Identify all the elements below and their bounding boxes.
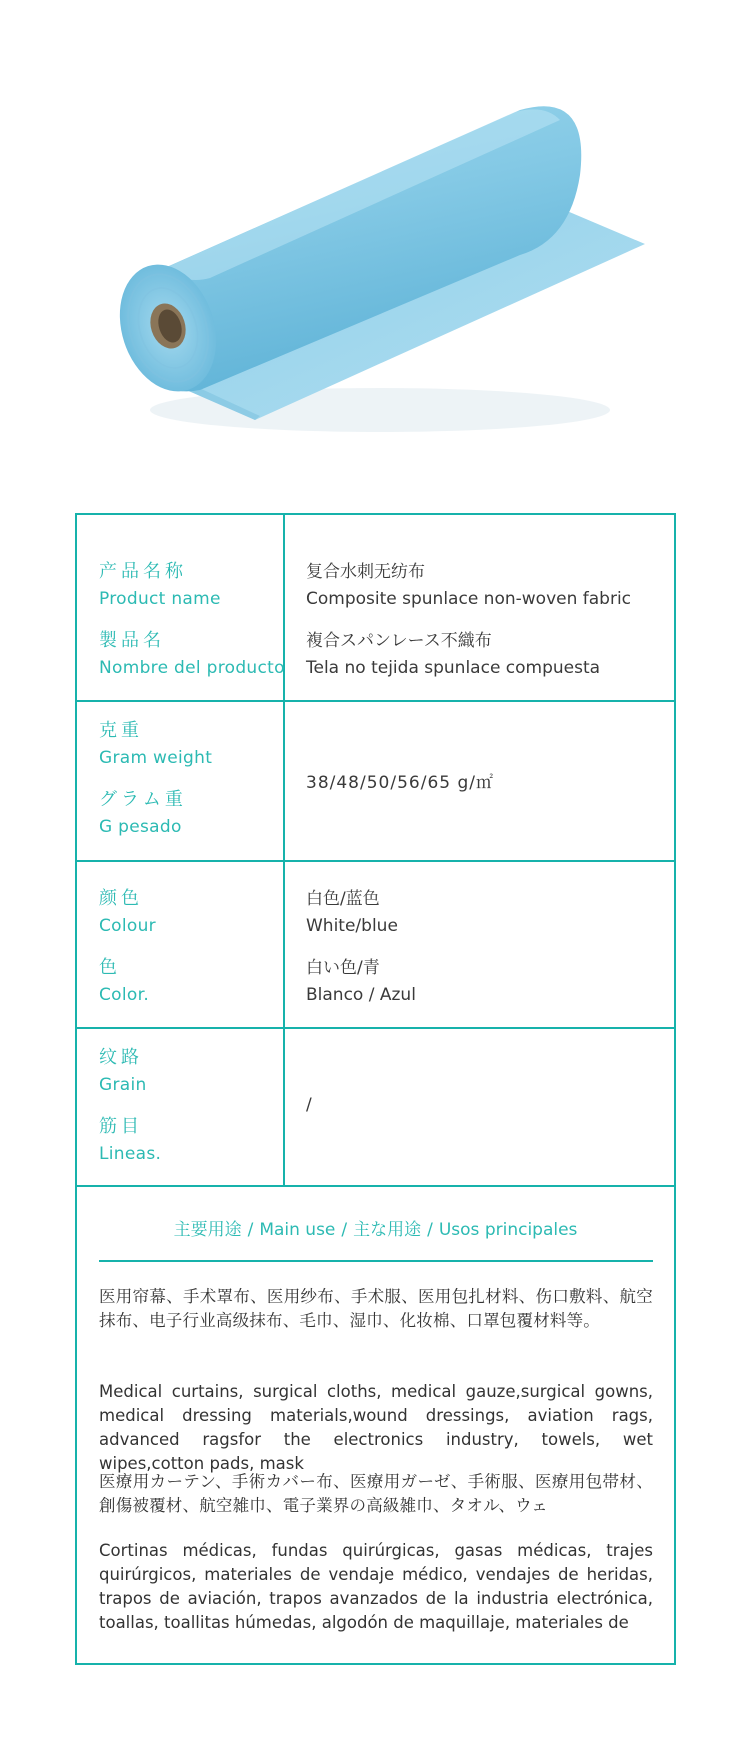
label-en: Grain [99,1075,147,1095]
title-separator: / [341,1220,348,1240]
label-es: Lineas. [99,1144,162,1164]
main-use-en: Medical curtains, surgical cloths, medical gauze,surgical gowns, medical dressing materials,wound dressings, aviation rags, advanced ragsfor the electronics industry, towels, wet wipes,cotton pads, mask [99,1382,653,1473]
spec-row-gram-weight [77,702,674,862]
column-divider [283,1029,285,1185]
spec-card [75,513,676,1665]
main-use-es: Cortinas médicas, fundas quirúrgicas, gasas médicas, trajes quirúrgicos, materiales de vendaje médico, vendajes de heridas, trapos de aviación, trapos avanzados de la industria electrónica, toallas, toallitas húmedas, algodón de maquillaje, materiales de [99,1541,653,1632]
title-separator: / [247,1220,254,1240]
value-jp: 白い色/青 [306,958,380,978]
label-en: Gram weight [99,748,213,768]
value-jp: 複合スパンレース不織布 [306,631,492,651]
label-es: G pesado [99,817,182,837]
section-divider [99,1260,653,1262]
column-divider [283,702,285,860]
label-cn: 纹路 [99,1047,143,1068]
label-jp: 筋目 [99,1116,143,1137]
value-en: White/blue [306,916,398,936]
main-use-jp: 医療用カーテン、手術カバー布、医療用ガーゼ、手術服、医療用包帯材、創傷被覆材、航空雑巾、電子業界の高級雑巾、タオル、ウェ [99,1472,653,1515]
label-es: Nombre del producto [99,658,285,678]
label-es: Color. [99,985,150,1005]
value-cn: 白色/蓝色 [306,889,380,909]
main-use-title-cn: 主要用途 [173,1220,242,1240]
label-en: Product name [99,589,221,609]
main-use-heading [77,1215,674,1240]
spec-row-colour [77,862,674,1029]
grain-value: / [306,1095,312,1115]
column-divider [283,862,285,1027]
main-use-title-es: Usos principales [438,1220,578,1240]
label-cn: 产品名称 [99,561,187,582]
product-roll-image [0,0,750,500]
main-use-title-en: Main use [259,1220,336,1240]
label-cn: 克重 [99,720,143,741]
label-jp: グラム重 [99,789,187,810]
value-en: Composite spunlace non-woven fabric [306,589,632,609]
title-separator: / [427,1220,433,1240]
main-use-cn: 医用帘幕、手术罩布、医用纱布、手术服、医用包扎材料、伤口敷料、航空抹布、电子行业高级抹布、毛巾、湿巾、化妆棉、口罩包覆材料等。 [99,1287,653,1330]
label-cn: 颜色 [99,888,143,909]
label-jp: 色 [99,957,121,978]
spec-row-product-name [77,515,674,702]
spec-row-grain [77,1029,674,1187]
label-en: Colour [99,916,156,936]
value-es: Tela no tejida spunlace compuesta [306,658,601,678]
gram-weight-value: 38/48/50/56/65 g/㎡ [306,773,494,793]
label-jp: 製品名 [99,630,165,651]
value-cn: 复合水刺无纺布 [306,562,425,582]
main-use-title-jp: 主な用途 [353,1220,422,1240]
value-es: Blanco / Azul [306,985,416,1005]
